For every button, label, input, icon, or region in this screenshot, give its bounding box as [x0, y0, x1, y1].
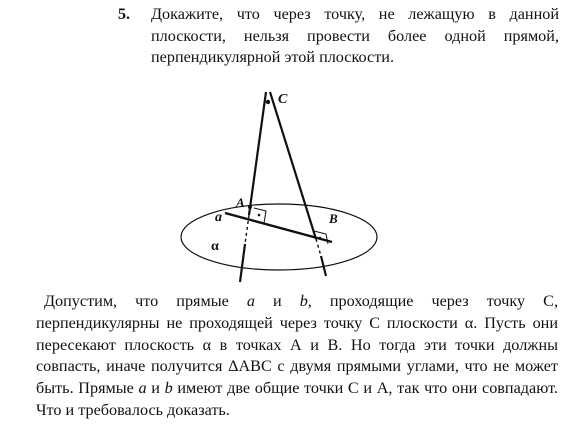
line-a-bottom — [240, 244, 245, 282]
point-a — [248, 205, 252, 209]
line-a-solid — [249, 92, 266, 215]
right-angle-dot-a — [258, 214, 261, 217]
plane-alpha — [181, 204, 377, 270]
label-line-a: a — [215, 210, 222, 225]
label-point-a: A — [236, 195, 245, 210]
solution-text: , проходящие через точку С, перпендикулярны не проходящей через точку С плоскости α. Пусть они пересекают плоскость α в точках А и В. Но тогда эти точки должны совпасть, иначе получится ΔАВС с двумя прямыми углами, что не может быть. Прямые — [36, 292, 558, 398]
var-b: b — [299, 292, 308, 310]
right-angle-dot-b — [319, 237, 322, 240]
solution — [36, 291, 558, 422]
line-b-solid — [270, 92, 316, 239]
solution-text: Допустим, что прямые — [44, 292, 247, 310]
label-plane-alpha: α — [211, 239, 219, 254]
solution-paragraph — [36, 291, 558, 422]
label-point-b: B — [329, 211, 338, 226]
solution-text: и — [146, 379, 165, 398]
solution-text: и — [254, 292, 300, 310]
problem-number: 5. — [118, 6, 130, 23]
var-b: b — [164, 379, 173, 398]
point-c — [266, 100, 270, 104]
var-a: a — [138, 379, 147, 398]
problem-statement: Докажите, что через точку, не лежащую в данной плоскости, нельзя провести более одной прямой, перпендикулярной этой плоскости. — [151, 5, 559, 66]
solution-text: имеют две общие точки С и А, так что они совпадают. Что и требовалось доказать. — [36, 379, 558, 419]
line-b-dashed — [316, 239, 321, 256]
var-a: a — [246, 292, 255, 310]
label-point-c: C — [278, 92, 288, 107]
segment-ab — [225, 213, 332, 242]
